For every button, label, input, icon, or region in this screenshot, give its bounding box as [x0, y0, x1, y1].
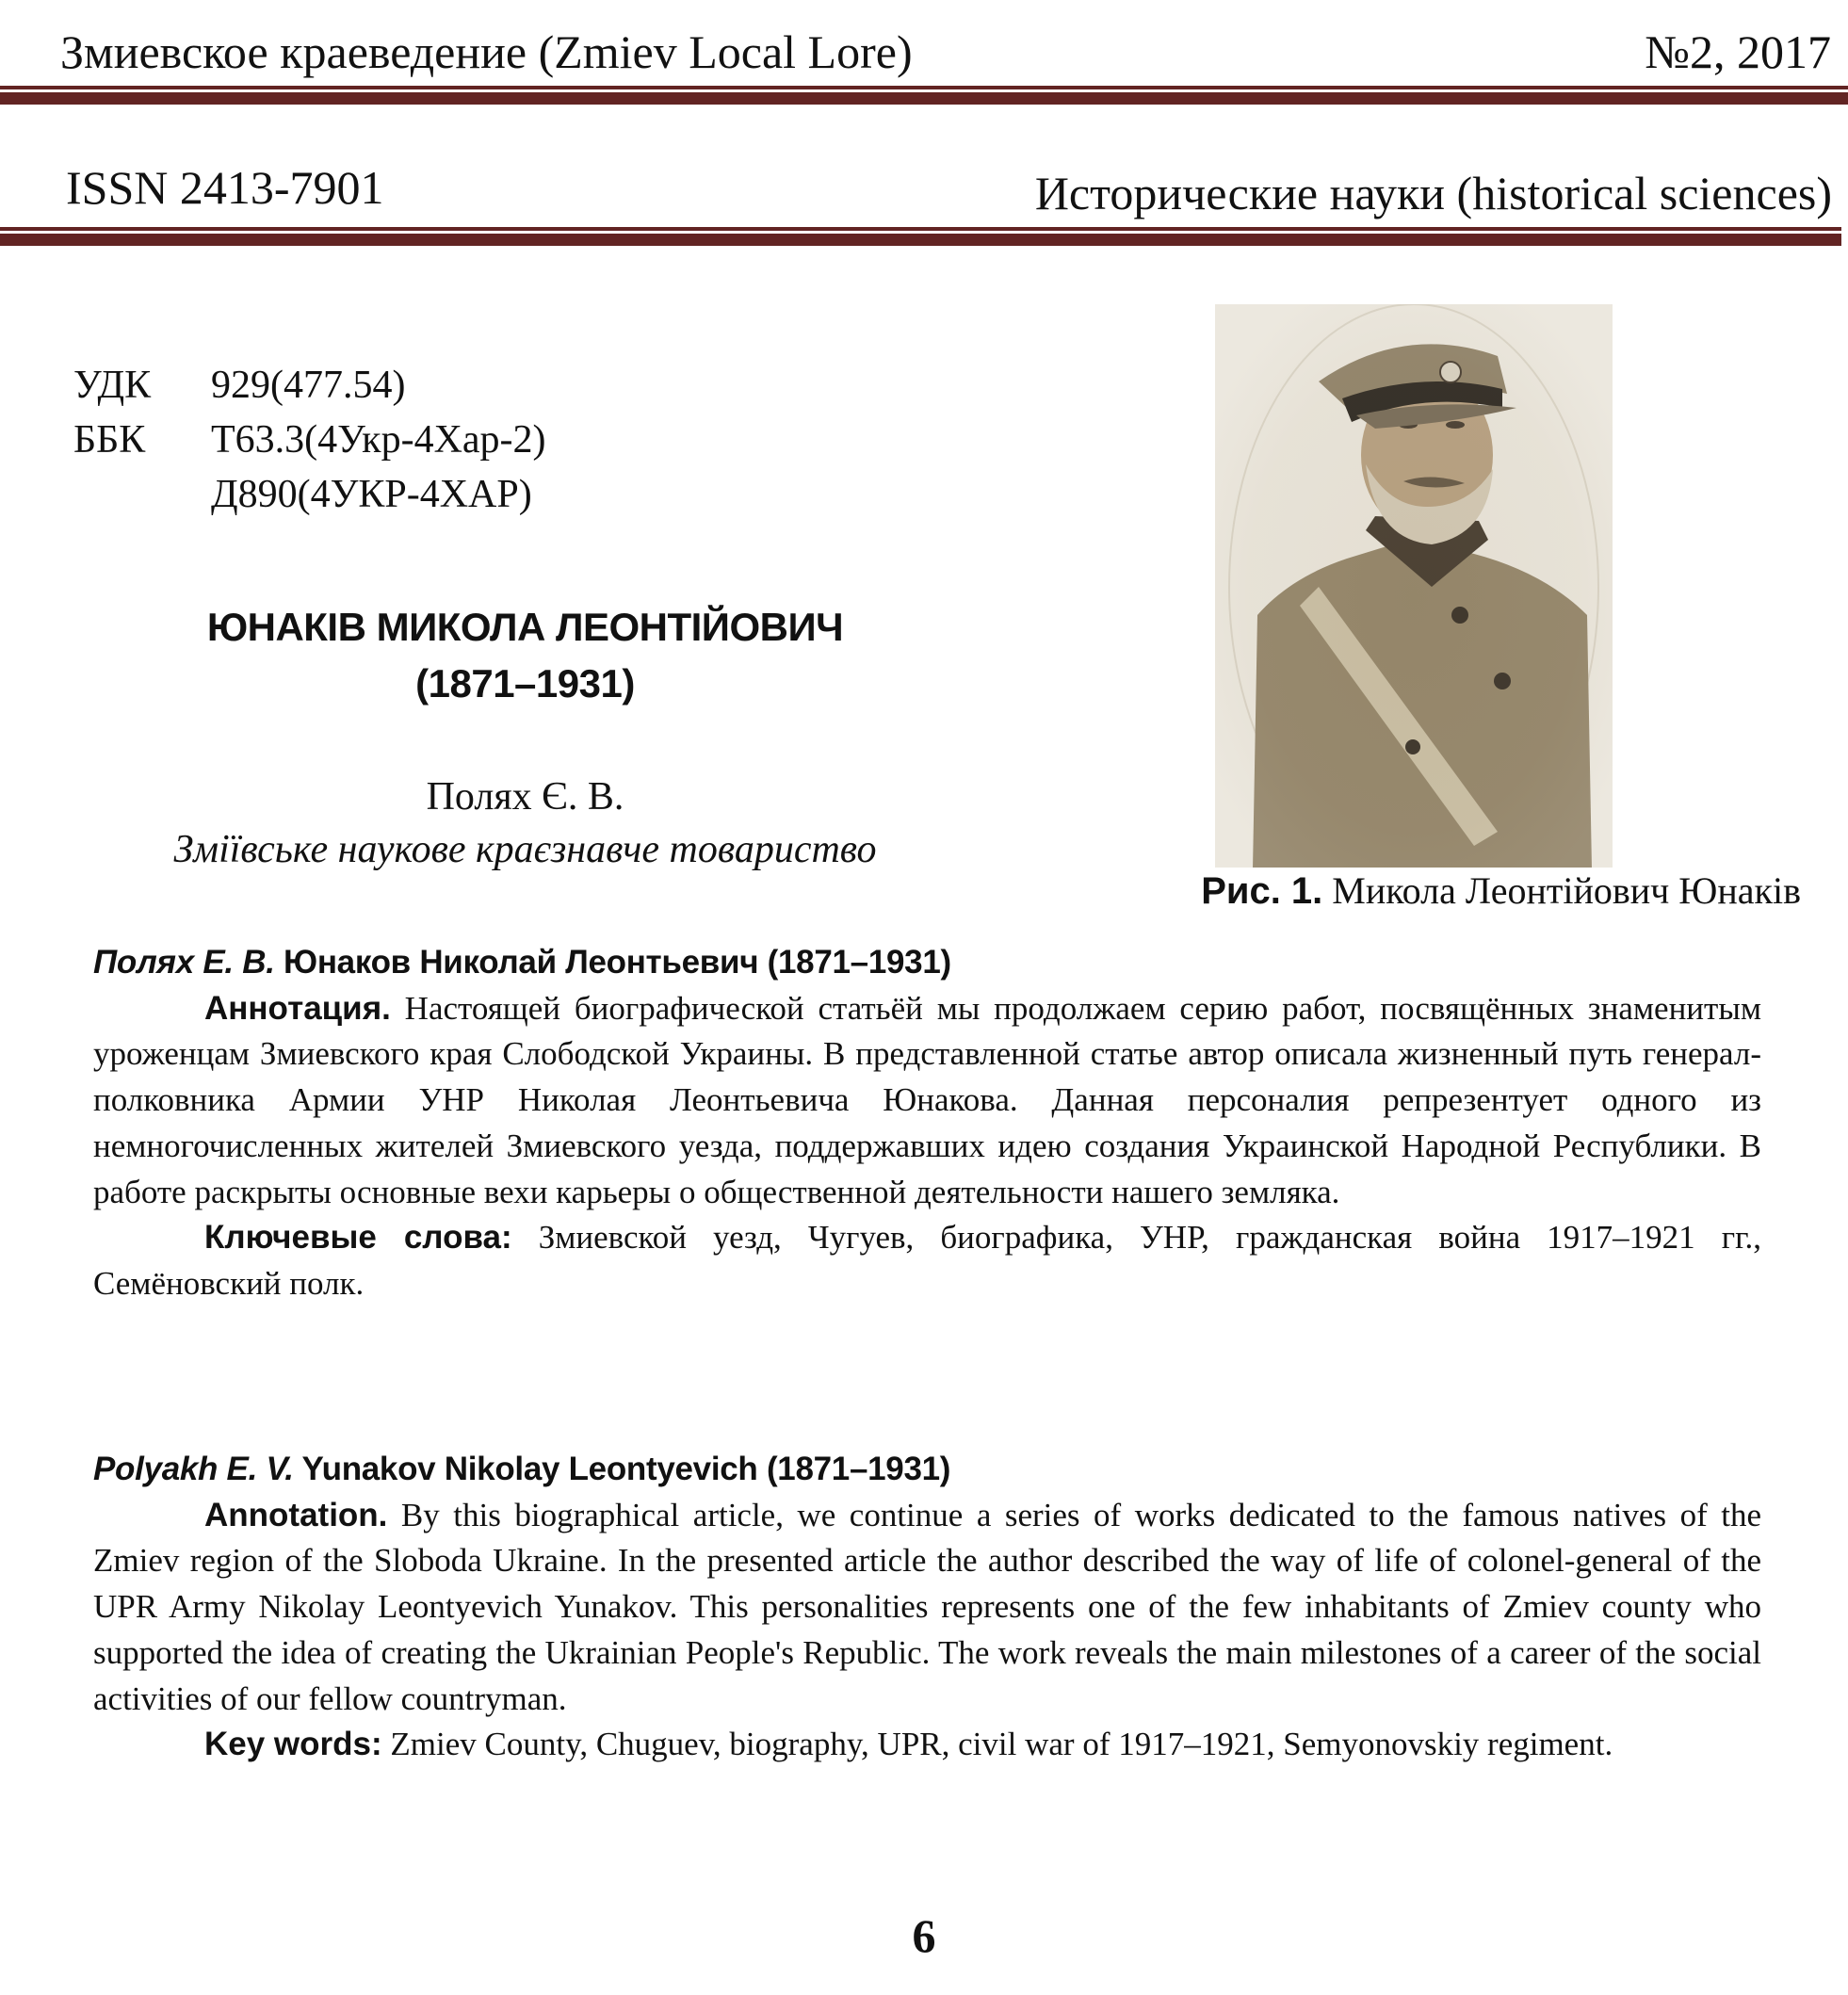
abstract-en-keywords-text: Zmiev County, Chuguev, biography, UPR, civil war of 1917–1921, Semyonovskiy regiment.	[381, 1726, 1613, 1763]
bbk-value: Т63.3(4Укр-4Хар-2)	[211, 418, 546, 462]
issn: ISSN 2413-7901	[66, 161, 384, 214]
header-rule-bottom	[0, 227, 1841, 246]
abstract-ru-keywords-text: Змиевской уезд, Чугуев, биографика, УНР, гражданская война 1917–1921 гг., Семёновский полк.	[93, 1219, 1761, 1302]
journal-title: Змиевское краеведение (Zmiev Local Lore)	[60, 25, 913, 78]
abstract-ru-annotation-text: Настоящей биографической статьёй мы продолжаем серию работ, посвящённых знаменитым уроженцам Змиевского края Слободской Украины. В представленной статье автор описала жизненный путь генерал-полковника Армии УНР Николая Леонтьевича Юнакова. Данная персоналия репрезентует одного из немногочисленных жителей Змиевского уезда, поддержавших идею создания Украинской Народной Республики. В работе раскрыты основные вехи карьеры о общественной деятельности нашего земляка.	[93, 989, 1761, 1210]
figure-caption-text: Микола Леонтійович Юнаків	[1322, 869, 1801, 912]
abstract-ru-title: Юнаков Николай Леонтьевич (1871–1931)	[274, 944, 951, 981]
abstract-ru-keywords	[93, 1215, 1761, 1306]
abstract-en-title: Yunakov Nikolay Leontyevich (1871–1931)	[293, 1451, 951, 1487]
bbk-value-2: Д890(4УКР-4ХАР)	[211, 473, 532, 516]
udk-row	[73, 358, 546, 413]
abstract-en-heading	[93, 1447, 1761, 1493]
abstract-en	[93, 1447, 1761, 1768]
abstract-ru-keywords-label: Ключевые слова:	[204, 1219, 512, 1257]
abstract-ru-annotation-label: Аннотация.	[204, 989, 391, 1027]
abstract-ru-annotation	[93, 986, 1761, 1216]
abstract-en-annotation	[93, 1493, 1761, 1723]
article-title-line-1: ЮНАКІВ МИКОЛА ЛЕОНТІЙОВИЧ	[206, 605, 844, 649]
figure-caption-label: Рис. 1.	[1201, 870, 1323, 912]
abstract-en-annotation-label: Annotation.	[204, 1496, 388, 1533]
abstract-ru-author: Полях Е. В.	[93, 944, 275, 981]
abstract-en-keywords	[93, 1722, 1761, 1768]
article-affiliation: Зміївське наукове краєзнавче товариство	[173, 828, 877, 871]
udk-label: УДК	[73, 364, 152, 407]
section-title: Исторические науки (historical sciences)	[1034, 167, 1832, 219]
classification-block	[73, 358, 546, 522]
bbk-row	[73, 413, 546, 467]
abstract-en-author: Polyakh E. V.	[93, 1451, 294, 1487]
abstract-ru-heading	[93, 940, 1761, 986]
portrait-image-icon	[1215, 304, 1613, 868]
figure-caption	[1201, 867, 1801, 916]
abstract-ru	[93, 940, 1761, 1307]
article-author: Полях Є. В.	[426, 775, 624, 819]
article-title	[75, 599, 975, 712]
bbk-label: ББК	[73, 418, 146, 462]
portrait-photo	[1215, 304, 1613, 868]
abstract-en-keywords-label: Key words:	[204, 1726, 382, 1763]
abstract-en-annotation-text: By this biographical article, we continue a series of works dedicated to the famous natives of the Zmiev region of the Sloboda Ukraine. In the presented article the author described the way of life of colonel-general of the UPR Army Nikolay Leontyevich Yunakov. This personalities represents one of the few inhabitants of Zmiev county who supported the idea of creating the Ukrainian People's Republic. The work reveals the main milestones of a career of the social activities of our fellow countryman.	[93, 1496, 1761, 1717]
page-number: 6	[912, 1909, 936, 1962]
article-title-line-2: (1871–1931)	[415, 661, 635, 706]
udk-value: 929(477.54)	[211, 364, 406, 407]
bbk-row-2	[73, 467, 546, 522]
header-rule-top	[0, 86, 1848, 105]
issue-number: №2, 2017	[1645, 25, 1831, 78]
